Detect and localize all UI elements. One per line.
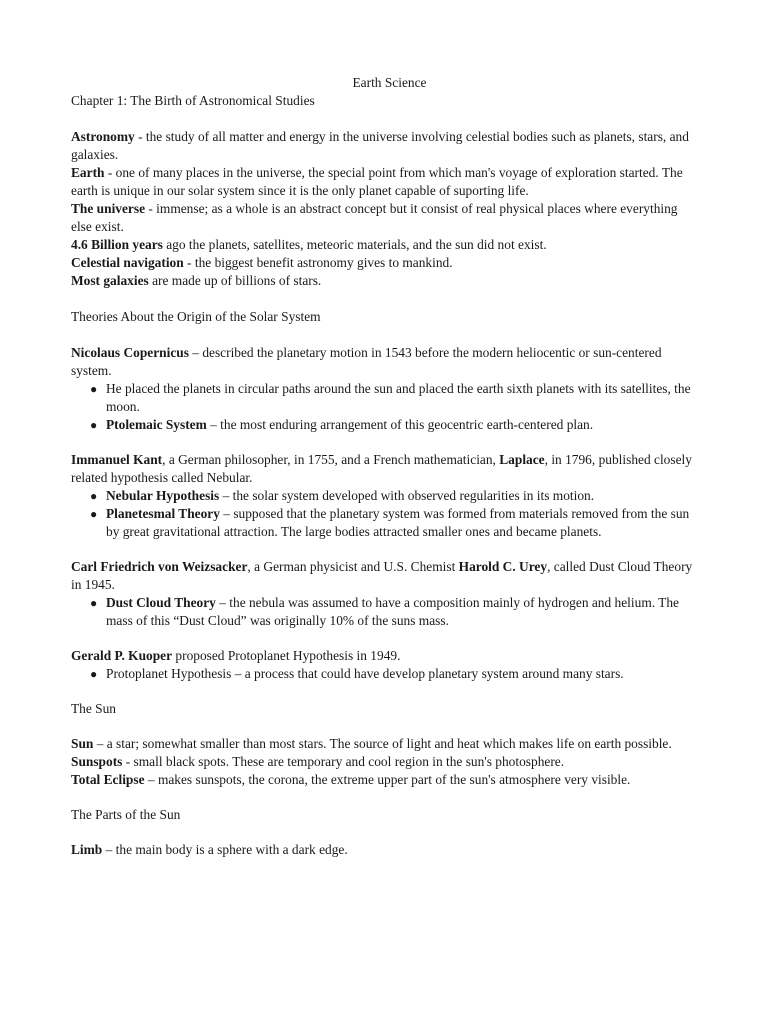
bullet-icon: ● (90, 489, 98, 503)
list-item-text: – the most enduring arrangement of this geocentric earth-centered plan. (206, 417, 594, 432)
definition-text: – a star; somewhat smaller than most stars. The source of light and heat which makes life on earth possible. (93, 736, 672, 751)
document-title: Earth Science (352, 75, 427, 90)
paragraph (71, 647, 696, 665)
section-heading-sun: The Sun (71, 701, 117, 716)
section-heading-theories: Theories About the Origin of the Solar System (71, 309, 321, 324)
term: Earth (71, 165, 105, 180)
list-item-term: Nebular Hypothesis (106, 488, 220, 503)
list-item-text: He placed the planets in circular paths around the sun and placed the earth sixth planets with its satellites, the moon. (106, 381, 691, 414)
bullet-list (71, 665, 696, 683)
term: Astronomy (71, 129, 135, 144)
definition-text: are made up of billions of stars. (148, 273, 322, 288)
paragraph (71, 451, 696, 487)
definition-celestial-navigation (71, 254, 696, 272)
list-item-term: Ptolemaic System (106, 417, 207, 432)
sun-definitions-block (71, 735, 696, 789)
bullet-icon: ● (90, 507, 98, 521)
definition-text: - immense; as a whole is an abstract concept but it consist of real physical places where everything else exist. (71, 201, 678, 234)
paragraph-text: , a German physicist and U.S. Chemist (247, 559, 459, 574)
paragraph-text: , in 1796, published closely related hypothesis called Nebular. (71, 452, 692, 485)
definition-text: – the main body is a sphere with a dark edge. (102, 842, 348, 857)
section-heading-parts-of-sun: The Parts of the Sun (71, 807, 181, 822)
paragraph (71, 558, 696, 594)
list-item-text: – the nebula was assumed to have a composition mainly of hydrogen and helium. The mass of this “Dust Cloud” was originally 10% of the suns mass. (106, 595, 680, 628)
bullet-list (71, 487, 696, 541)
paragraph (71, 344, 696, 380)
paragraph-text: – described the planetary motion in 1543 before the modern heliocentic or sun-centered system. (71, 345, 662, 378)
definitions-block (71, 128, 696, 290)
paragraph-text: , called Dust Cloud Theory in 1945. (71, 559, 693, 592)
person-name: Nicolaus Copernicus (71, 345, 189, 360)
definition-text: ago the planets, satellites, meteoric materials, and the sun did not exist. (162, 237, 547, 252)
bullet-list (71, 594, 696, 630)
bullet-icon: ● (90, 667, 98, 681)
bullet-icon: ● (90, 382, 98, 396)
paragraph-text: , a German philosopher, in 1755, and a French mathematician, (162, 452, 500, 467)
definition-text: - the study of all matter and energy in the universe involving celestial bodies such as planets, stars, and galaxies. (71, 129, 689, 162)
definition-text: - small black spots. These are temporary and cool region in the sun's photosphere. (122, 754, 565, 769)
person-name: Immanuel Kant (71, 452, 163, 467)
term: Most galaxies (71, 273, 149, 288)
definition-earth (71, 164, 696, 200)
kant-block (71, 451, 696, 541)
definition-limb (71, 841, 696, 859)
definition-text: – makes sunspots, the corona, the extreme upper part of the sun's atmosphere very visible. (144, 772, 631, 787)
term: Sunspots (71, 754, 123, 769)
definition-sun (71, 735, 696, 753)
list-item (71, 487, 696, 505)
term: The universe (71, 201, 146, 216)
term: Celestial navigation (71, 255, 184, 270)
list-item-term: Dust Cloud Theory (106, 595, 216, 610)
term: Limb (71, 842, 103, 857)
list-item (71, 505, 696, 541)
weizsacker-block (71, 558, 696, 630)
list-item-text: – supposed that the planetary system was formed from materials removed from the sun by great gravitational attraction. The large bodies attracted smaller ones and became planets. (106, 506, 690, 539)
list-item (71, 416, 696, 434)
definition-text: - one of many places in the universe, the special point from which man's voyage of exploration started. The earth is unique in our solar system since it is the only planet capable of suporting life. (71, 165, 683, 198)
definition-sunspots (71, 753, 696, 771)
person-name: Carl Friedrich von Weizsacker (71, 559, 248, 574)
bullet-list (71, 380, 696, 434)
definition-astronomy (71, 128, 696, 164)
bullet-icon: ● (90, 596, 98, 610)
definition-galaxies (71, 272, 696, 290)
list-item-text: – the solar system developed with observed regularities in its motion. (219, 488, 595, 503)
definition-total-eclipse (71, 771, 696, 789)
bullet-icon: ● (90, 418, 98, 432)
person-name: Gerald P. Kuoper (71, 648, 173, 663)
definition-billion-years (71, 236, 696, 254)
list-item-term: Planetesmal Theory (106, 506, 220, 521)
kuoper-block (71, 647, 696, 683)
term: Sun (71, 736, 94, 751)
paragraph-text: proposed Protoplanet Hypothesis in 1949. (172, 648, 401, 663)
person-name: Harold C. Urey (458, 559, 548, 574)
list-item-text: Protoplanet Hypothesis – a process that could have develop planetary system around many stars. (106, 666, 624, 681)
list-item (71, 665, 696, 683)
person-name: Laplace (499, 452, 545, 467)
document-page (71, 74, 696, 859)
definition-text: - the biggest benefit astronomy gives to mankind. (183, 255, 453, 270)
definition-universe (71, 200, 696, 236)
copernicus-block (71, 344, 696, 434)
chapter-heading: Chapter 1: The Birth of Astronomical Studies (71, 93, 315, 108)
term: 4.6 Billion years (71, 237, 163, 252)
list-item (71, 594, 696, 630)
term: Total Eclipse (71, 772, 145, 787)
parts-definitions-block (71, 841, 696, 859)
list-item (71, 380, 696, 416)
